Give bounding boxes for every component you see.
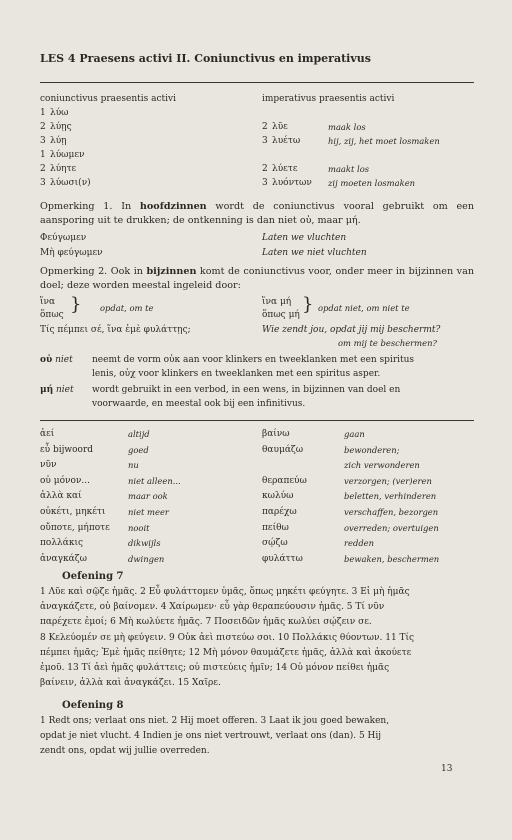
purpose-right-tr: opdat niet, om niet te [318, 303, 410, 313]
vocab-right-greek: φυλάττω [262, 553, 303, 564]
note-1-line-2: lenis, οὐχ voor klinkers en tweeklanken met een spiritus asper. [92, 369, 381, 379]
vocab-left-dutch: nu [128, 460, 139, 471]
conj-row-number: 3 [40, 178, 46, 188]
exercise-7-line: βαίνειν, ἀλλὰ καὶ ἀναγκάζει. 15 Χαῖρε. [40, 678, 221, 689]
vocab-right-greek: θεραπεύω [262, 475, 307, 486]
vocab-left-greek: οὐκέτι, μηκέτι [40, 507, 106, 517]
imp-row-form: λύετε [272, 164, 298, 174]
exercise-7-line: παρέχετε ἐμοί; 6 Μὴ κωλύετε ἡμᾶς. 7 Ποσειδῶν ἡμᾶς κωλύει σῴζειν σε. [40, 617, 372, 628]
vocab-right-dutch: zich verwonderen [344, 460, 420, 471]
imp-row-translation: maak los [328, 122, 366, 132]
exercise-7-line: 8 Κελεύομέν σε μὴ φεύγειν. 9 Οὐκ ἀεὶ πιστεύω σοι. 10 Πολλάκις θύοντων. 11 Τίς [40, 632, 415, 643]
purpose-right-1: ἵνα μή [262, 297, 292, 307]
vocab-right-dutch: verschaffen, bezorgen [344, 507, 439, 517]
vocab-left-greek: νῦν [40, 460, 57, 471]
vocab-right-dutch: overreden; overtuigen [344, 522, 439, 533]
vocab-left-greek: οὐ μόνον... [40, 475, 90, 486]
remark-2-example-nl-2: om mij te beschermen? [338, 338, 437, 348]
conj-row-form: λύητε [50, 164, 77, 174]
note-1-line-1: neemt de vorm οὐκ aan voor klinkers en tweeklanken met een spiritus [92, 355, 415, 365]
exercise-7-line: 1 Λῦε καὶ σῷζε ἡμᾶς. 2 Εὖ φυλάττομεν ὑμᾶς, ὅπως μηκέτι φεύγητε. 3 Εἰ μὴ ἡμᾶς [40, 587, 410, 597]
imp-row-translation: zij moeten losmaken [328, 178, 416, 188]
note-2-term-suffix: niet [53, 385, 74, 395]
conj-row-form: λύωμεν [50, 150, 85, 160]
vocab-left-greek: πολλάκις [40, 538, 84, 549]
purpose-right-2: ὅπως μή [262, 310, 300, 320]
brace-left: } [70, 294, 82, 315]
imp-row-form: λυόντων [272, 178, 312, 188]
vocab-left-dutch: niet alleen... [128, 475, 181, 486]
conj-row-number: 1 [40, 150, 46, 160]
imp-row-form: λῦε [272, 122, 288, 132]
vocab-left-dutch: maar ook [128, 491, 168, 502]
vocab-right-dutch: gaan [344, 429, 365, 439]
vocab-left-dutch: altijd [128, 429, 150, 439]
vocab-right-dutch: beletten, verhinderen [344, 491, 437, 502]
remark-2-text-a: Opmerking 2. Ook in [40, 266, 147, 277]
vocab-right-dutch: bewonderen; [344, 444, 400, 455]
vocab-left-greek: οὔποτε, μήποτε [40, 522, 110, 533]
imp-row-number: 2 [262, 122, 268, 132]
remark-2-text-b: komt de coniunctivus voor, onder meer in bijzinnen van doel; deze worden meestal ingeleid door: [40, 266, 474, 291]
remark-1-text-b: wordt de coniunctivus vooral gebruikt om een aansporing uit te drukken; de ontkenning is dan niet οὐ, maar μή. [40, 201, 475, 226]
note-1-term-suffix: niet [52, 355, 73, 365]
exercise-8-line: opdat je niet vlucht. 4 Indien je ons niet vertrouwt, verlaat ons (dan). 5 Hij [40, 731, 382, 742]
remark-2-example-gr: Τίς πέμπει σέ, ἵνα ἐμὲ φυλάττῃς; [40, 325, 191, 335]
note-2-term [40, 384, 74, 396]
imp-row-form: λυέτω [272, 136, 301, 146]
vocab-left-greek: εὖ bijwoord [40, 444, 94, 455]
imp-row-number: 3 [262, 178, 268, 188]
vocab-right-greek: πείθω [262, 522, 289, 533]
vocab-left-greek: ἀλλὰ καί [40, 491, 82, 502]
vocab-left-dutch: dikwijls [128, 538, 161, 549]
exercise-7-line: πέμπει ἡμᾶς; Ἐμὲ ἡμᾶς πείθητε; 12 Μὴ μόνον θαυμάζετε ἡμᾶς, ἀλλὰ καὶ ἀκούετε [40, 647, 412, 658]
vocab-right-greek: βαίνω [262, 429, 290, 439]
conj-heading: coniunctivus praesentis activi [40, 94, 176, 104]
remark-1-bold: hoofdzinnen [139, 201, 207, 212]
imp-row-number: 3 [262, 136, 268, 146]
conj-row-number: 2 [40, 164, 46, 174]
remark-1-example-1-nl: Laten we vluchten [262, 233, 347, 243]
conj-row-form: λύῃς [50, 122, 72, 132]
exercise-7-line: ἀναγκάζετε, οὐ βαίνομεν. 4 Χαίρωμεν· εὖ γὰρ θεραπεύουσιν ἡμᾶς. 5 Τί νῦν [40, 602, 385, 613]
vocab-left-dutch: niet meer [128, 507, 169, 517]
vocab-right-greek: σῴζω [262, 538, 288, 549]
exercise-8-line: 1 Redt ons; verlaat ons niet. 2 Hij moet offeren. 3 Laat ik jou goed bewaken, [40, 716, 390, 726]
remark-1-text-a: Opmerking 1. In [40, 201, 140, 212]
note-2-line-1: wordt gebruikt in een verbod, in een wens, in bijzinnen van doel en [92, 385, 401, 395]
conj-row-number: 3 [40, 136, 46, 146]
vocab-right-dutch: verzorgen; (ver)eren [344, 475, 432, 486]
note-2-line-2: voorwaarde, en meestal ook bij een infinitivus. [92, 399, 306, 409]
remark-1 [40, 200, 474, 227]
exercise-8-title: Oefening 8 [62, 700, 124, 711]
note-2-term-gr: μή [40, 385, 54, 395]
exercise-7-title: Oefening 7 [62, 571, 124, 582]
exercise-7-line: ἐμοῦ. 13 Τί ἀεὶ ἡμᾶς φυλάττεις; οὐ πιστεύεις ἡμῖν; 14 Οὐ μόνον πείθει ἡμᾶς [40, 663, 390, 673]
purpose-left-2: ὅπως [40, 310, 64, 320]
note-1-term-gr: οὐ [40, 355, 53, 365]
conj-row-form: λύω [50, 108, 69, 118]
header-rule [40, 82, 474, 83]
vocab-left-dutch: goed [128, 444, 149, 455]
vocab-left-greek: ἀναγκάζω [40, 553, 87, 564]
remark-1-example-2-nl: Laten we niet vluchten [262, 248, 367, 258]
remark-2-example-nl-1: Wie zendt jou, opdat jij mij beschermt? [262, 325, 441, 335]
vocab-left-greek: ἀεί [40, 429, 55, 439]
imp-heading: imperativus praesentis activi [262, 94, 395, 104]
vocab-right-dutch: redden [344, 538, 375, 549]
page-number: 13 [441, 764, 453, 774]
conj-row-number: 2 [40, 122, 46, 132]
vocab-left-dutch: dwingen [128, 553, 165, 564]
vocab-rule [40, 420, 474, 421]
vocab-right-greek: παρέχω [262, 507, 297, 517]
remark-2-bold: bijzinnen [146, 266, 197, 277]
conj-row-form: λύῃ [50, 136, 67, 146]
conj-row-number: 1 [40, 108, 46, 118]
remark-1-example-1-gr: Φεύγωμεν [40, 233, 87, 243]
vocab-right-greek: θαυμάζω [262, 444, 304, 455]
imp-row-translation: maakt los [328, 164, 370, 174]
brace-right: } [302, 294, 314, 315]
purpose-left-tr: opdat, om te [100, 303, 154, 313]
conj-row-form: λύωσι(ν) [50, 178, 91, 188]
vocab-right-greek: κωλύω [262, 491, 294, 502]
imp-row-number: 2 [262, 164, 268, 174]
vocab-left-dutch: nooit [128, 522, 150, 533]
remark-1-example-2-gr: Μὴ φεύγωμεν [40, 248, 103, 258]
vocab-right-dutch: bewaken, beschermen [344, 553, 440, 564]
purpose-left-1: ἵνα [40, 297, 56, 307]
imp-row-translation: hij, zij, het moet losmaken [328, 136, 440, 146]
page-header-title: LES 4 Praesens activi II. Coniunctivus en imperativus [40, 52, 371, 65]
remark-2 [40, 265, 474, 292]
note-1-term [40, 354, 73, 366]
exercise-8-line: zendt ons, opdat wij jullie overreden. [40, 746, 210, 757]
